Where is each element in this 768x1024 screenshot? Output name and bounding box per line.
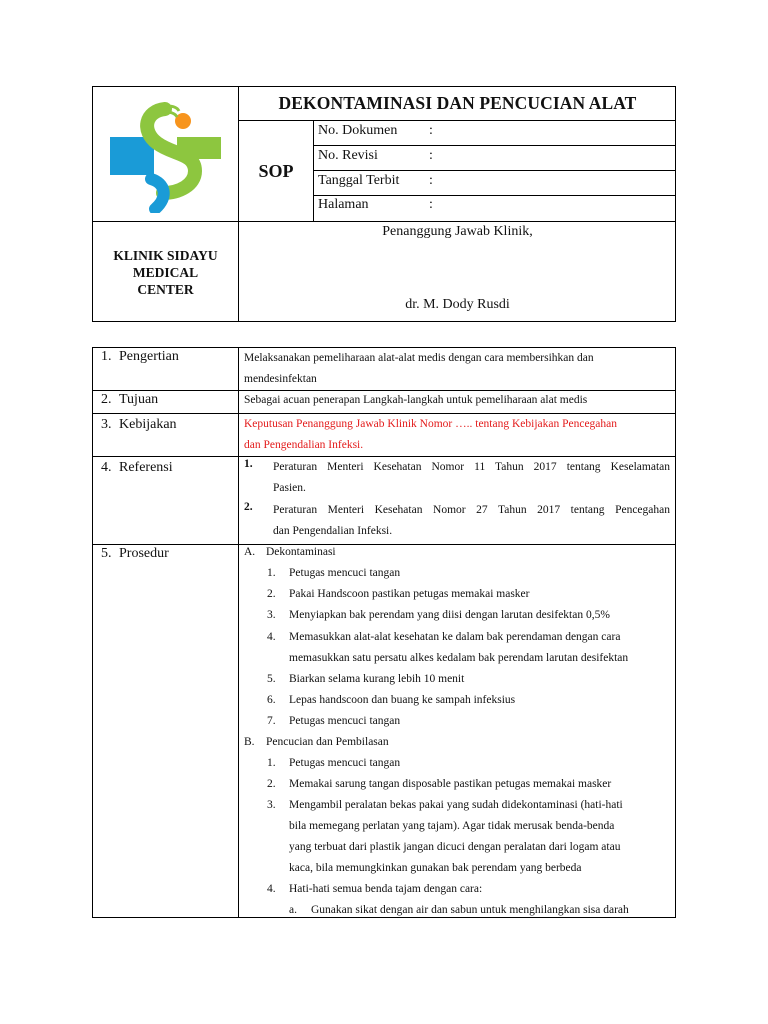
revision-colon: : [429, 148, 433, 163]
substep-text: Gunakan sikat dengan air dan sabun untuk menghilangkan sisa darah [311, 904, 629, 916]
issue-date-colon: : [429, 173, 433, 188]
step-text: Hati-hati semua benda tajam dengan cara: [289, 883, 483, 895]
step-number: 1. [267, 567, 276, 579]
doc-row-divider [313, 145, 676, 146]
sop-header-table [92, 86, 676, 322]
step-text: Memasukkan alat-alat kesehatan ke dalam bak perendaman dengan cara [289, 631, 621, 643]
step-text: Memakai sarung tangan disposable pastikan petugas memakai masker [289, 778, 612, 790]
doc-number-colon: : [429, 123, 433, 138]
step-text: Petugas mencuci tangan [289, 567, 401, 579]
procedure-a-label: A. [244, 546, 256, 558]
reference-item: Peraturan Menteri Kesehatan Nomor 11 Tahun 2017 tentang Keselamatan Pasien. [273, 461, 670, 494]
section-label-kebijakan: 3. Kebijakan [101, 417, 177, 432]
step-text: Petugas mencuci tangan [289, 757, 401, 769]
step-number: 4. [267, 631, 276, 643]
step-number: 1. [267, 757, 276, 769]
issue-date-label: Tanggal Terbit [318, 173, 400, 188]
step-number: 2. [267, 778, 276, 790]
step-text-continued: yang terbuat dari plastik jangan dicuci dengan peralatan dari logam atau [289, 841, 621, 853]
section-label-referensi: 4. Referensi [101, 460, 173, 475]
reference-number: 1. [244, 458, 253, 470]
reference-item: Peraturan Menteri Kesehatan Nomor 27 Tahun 2017 tentang Pencegahan dan Pengendalian Infeksi. [273, 504, 670, 537]
step-text: Pakai Handscoon pastikan petugas memakai masker [289, 588, 530, 600]
step-number: 7. [267, 715, 276, 727]
sop-label: SOP [258, 160, 294, 181]
kebijakan-text: Keputusan Penanggung Jawab Klinik Nomor ….. tentang Kebijakan Pencegahan dan Pengendalian Infeksi. [244, 418, 618, 451]
page-label: Halaman [318, 197, 369, 212]
clinic-name-cell [93, 222, 238, 322]
document-title: DEKONTAMINASI DAN PENCUCIAN ALAT [278, 93, 637, 113]
procedure-b-title: Pencucian dan Pembilasan [266, 736, 389, 748]
tujuan-text: Sebagai acuan penerapan Langkah-langkah untuk pemeliharaan alat medis [244, 394, 588, 406]
step-number: 6. [267, 694, 276, 706]
substep-letter: a. [289, 904, 297, 916]
clinic-name: KLINIK SIDAYU MEDICAL CENTER [113, 247, 218, 297]
row-divider [93, 544, 675, 545]
revision-label: No. Revisi [318, 148, 378, 163]
section-label-prosedur: 5. Prosedur [101, 546, 169, 561]
page-colon: : [429, 197, 433, 212]
step-number: 4. [267, 883, 276, 895]
procedure-a-title: Dekontaminasi [266, 546, 336, 558]
sop-content-table [92, 347, 676, 918]
step-text-continued: kaca, bila memungkinkan gunakan bak perendam yang berbeda [289, 862, 582, 874]
section-label-tujuan: 2. Tujuan [101, 392, 159, 407]
section-label-pengertian: 1. Pengertian [101, 349, 179, 364]
step-text: Petugas mencuci tangan [289, 715, 401, 727]
doc-row-divider [313, 195, 676, 196]
clinic-logo-icon [105, 101, 225, 213]
step-text-continued: bila memegang perlatan yang tajam). Agar tidak merusak benda-benda [289, 820, 615, 832]
step-text: Biarkan selama kurang lebih 10 menit [289, 673, 465, 685]
step-text-continued: memasukkan satu persatu alkes kedalam bak perendam larutan desifektan [289, 652, 629, 664]
responsible-title: Penanggung Jawab Klinik, [382, 224, 533, 239]
step-text: Mengambil peralatan bekas pakai yang sudah didekontaminasi (hati-hati [289, 799, 623, 811]
step-text: Lepas handscoon dan buang ke sampah infeksius [289, 694, 516, 706]
step-text: Menyiapkan bak perendam yang diisi dengan larutan desifektan 0,5% [289, 609, 610, 621]
step-number: 2. [267, 588, 276, 600]
step-number: 3. [267, 799, 276, 811]
doc-row-divider [313, 170, 676, 171]
pengertian-text: Melaksanakan pemeliharaan alat-alat medis dengan cara membersihkan dan mendesinfektan [244, 352, 594, 385]
doc-number-label: No. Dokumen [318, 123, 398, 138]
step-number: 3. [267, 609, 276, 621]
step-number: 5. [267, 673, 276, 685]
procedure-b-label: B. [244, 736, 255, 748]
content-divider-vertical [238, 348, 239, 917]
reference-number: 2. [244, 501, 253, 513]
doctor-name: dr. M. Dody Rusdi [405, 297, 510, 312]
